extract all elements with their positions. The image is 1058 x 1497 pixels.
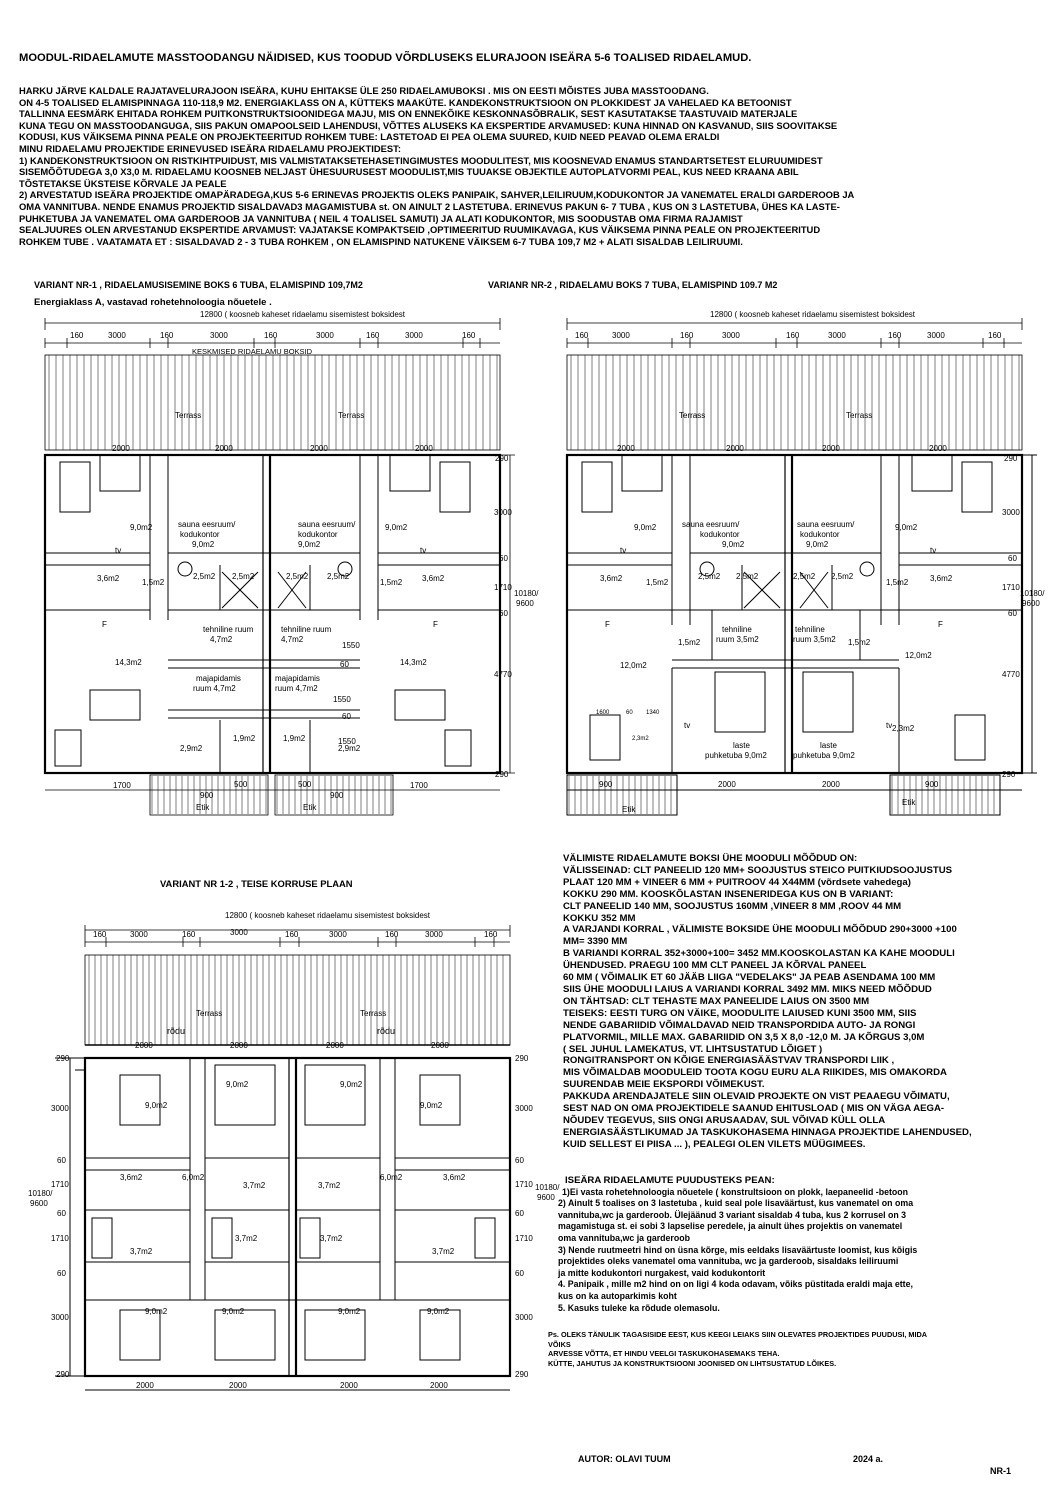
dim: 2000 (340, 1381, 358, 1390)
room-label: 3,7m2 (243, 1181, 266, 1190)
tv-label: tv (886, 721, 893, 730)
room-label: 1,9m2 (233, 734, 256, 743)
dim: 290 (515, 1370, 529, 1379)
room-label: 2,9m2 (338, 744, 361, 753)
dim: 60 (626, 710, 633, 716)
room-label: 9,0m2 (145, 1307, 168, 1316)
room-label: puhketuba 9,0m2 (705, 751, 767, 760)
room-label: 9,0m2 (298, 540, 321, 549)
room-label: laste (733, 741, 750, 750)
footnote-line: Ps. OLEKS TÄNULIK TAGASISIDE EEST, KUS KEEGI LEIAKS SIIN OLEVATES PROJEKTIDES PUUDUSI, MIDA (548, 1330, 928, 1339)
terrace-label: Terrass (175, 411, 202, 420)
room-label: 3,7m2 (130, 1247, 153, 1256)
intro-line: SISEMÕÕTUDEGA 3,0 X3,0 M. RIDAELAMU KOOSNEB NELJAST ÜHESUURUSEST MOODULIST,MIS TUUAKSE OBJEKTILE AUTOPLATVORMI PEAL, KUS NEED KRAANA ABIL (19, 166, 799, 178)
room-label: 1,5m2 (886, 578, 909, 587)
room-label: 1,5m2 (142, 578, 165, 587)
dim: 1600 (596, 710, 610, 716)
dim: 3000 (210, 331, 228, 340)
dim: 60 (515, 1269, 524, 1278)
dim: 160 (786, 331, 800, 340)
total-dim: 10180/ (514, 589, 539, 598)
shortcoming-line: kus on ka autoparkimis koht (558, 1290, 677, 1301)
room-label: kodukontor (298, 530, 338, 539)
total-dim: 9600 (30, 1199, 48, 1208)
room-label: 3,7m2 (235, 1234, 258, 1243)
tv-label: tv (115, 546, 122, 555)
shortcomings-list (545, 1175, 1025, 1314)
dim: 500 (298, 780, 312, 789)
dim: 60 (57, 1209, 66, 1218)
spec-line: SUURENDAB MEIE EKSPORDI VÕIMEKUST. (563, 1079, 765, 1091)
dim: 160 (680, 331, 694, 340)
entrance-label: Etik (902, 798, 916, 807)
dim: 2000 (215, 444, 233, 453)
dim: 1710 (515, 1180, 533, 1189)
room-label: 2,5m2 (193, 572, 216, 581)
dim: 900 (599, 780, 613, 789)
room-label: 14,3m2 (400, 658, 427, 667)
shortcoming-line: oma vannituba,wc ja garderoob (558, 1232, 690, 1243)
variant12-title: VARIANT NR 1-2 , TEISE KORRUSE PLAAN (160, 878, 353, 889)
shortcoming-line: 3) Nende ruutmeetri hind on üsna kõrge, mis eeldaks lisaväärtuste loomist, kus kõigis (558, 1244, 918, 1255)
spec-line: VÄLIMISTE RIDAELAMUTE BOKSI ÜHE MOODULI MÕÕDUD ON: (563, 853, 858, 864)
room-label: 6,0m2 (380, 1173, 403, 1182)
fridge-label: F (938, 620, 943, 629)
shortcoming-line: magamistuga st. ei sobi 3 lapselise peredele, ja ainult ühes projektis on vanematel (558, 1221, 903, 1232)
section-subtitle: KESKMISED RIDAELAMU BOKSID (192, 347, 313, 356)
dim: 900 (925, 780, 939, 789)
entrance-label: Etik (196, 803, 210, 812)
dim: 1550 (333, 695, 351, 704)
room-label: 2,9m2 (180, 744, 203, 753)
room-label: 2,5m2 (793, 572, 816, 581)
room-label: 3,7m2 (432, 1247, 455, 1256)
dim: 3000 (51, 1313, 69, 1322)
room-label: 9,0m2 (634, 523, 657, 532)
room-label: 3,6m2 (600, 574, 623, 583)
dim: 60 (57, 1156, 66, 1165)
room-label: 2,5m2 (232, 572, 255, 581)
footnote-line: VÕIKS (548, 1339, 571, 1349)
room-label: 1,5m2 (380, 578, 403, 587)
room-label: 9,0m2 (895, 523, 918, 532)
dim: 160 (366, 331, 380, 340)
room-label: 9,0m2 (130, 523, 153, 532)
dim: 160 (93, 930, 107, 939)
intro-line: ROHKEM TUBE . VAATAMATA ET : SISALDAVAD 2 - 3 TUBA ROHKEM , ON ELAMISPIND NATUKENE VÄIKSEM 6-7 TUBA 109,7 M2 + ALATI SISALDAB LEILIRUUMI. (19, 235, 743, 247)
room-label: 9,0m2 (340, 1080, 363, 1089)
room-label: tehniline ruum (203, 625, 254, 634)
dim: 2000 (617, 444, 635, 453)
year: 2024 a. (853, 1454, 884, 1464)
room-label: 2,5m2 (698, 572, 721, 581)
tv-label: tv (620, 546, 627, 555)
spec-line: ON TÄHTSAD: CLT TEHASTE MAX PANEELIDE LAIUS ON 3500 MM (563, 995, 870, 1007)
intro-line: PUHKETUBA JA VANEMATEL OMA GARDEROOB JA VANNITUBA ( NEIL 4 TOALISEL SAMUTI) JA ALATI KODUKONTOR, MIS SOODUSTAB OMA FIRMA RAJAMIST (19, 212, 743, 224)
dim: 3000 (108, 331, 126, 340)
dim: 160 (160, 331, 174, 340)
variant1-title: VARIANT NR-1 , RIDAELAMUSISEMINE BOKS 6 TUBA, ELAMISPIND 109,7M2 (34, 280, 363, 290)
spec-line: SEST NAD ON OMA PROJEKTIDELE SAANUD EHITUSLOAD ( MIS ON VÄGA AEGA- (563, 1103, 945, 1115)
dim: 3000 (51, 1104, 69, 1113)
intro-line: MINU RIDAELAMU PROJEKTIDE ERINEVUSED ISEÄRA RIDAELAMU PROJEKTIDEST: (19, 142, 401, 154)
room-label: kodukontor (800, 530, 840, 539)
dim: 60 (499, 554, 508, 563)
dim: 2000 (310, 444, 328, 453)
spec-line: ( SEL JUHUL LAMEKATUS, VT. LIHTSUSTATUD LÕIGET ) (563, 1043, 823, 1055)
dim: 60 (499, 609, 508, 618)
room-label: 2,3m2 (892, 724, 915, 733)
terrace-label: Terrass (679, 411, 706, 420)
room-label: 9,0m2 (385, 523, 408, 532)
dim: 3000 (515, 1313, 533, 1322)
room-label: 9,0m2 (722, 540, 745, 549)
room-label: 2,5m2 (736, 572, 759, 581)
room-label: 9,0m2 (420, 1101, 443, 1110)
room-label: 2,5m2 (286, 572, 309, 581)
entrance-label: Etik (303, 803, 317, 812)
room-label: 3,7m2 (320, 1234, 343, 1243)
overall-dim: 12800 ( koosneb kaheset ridaelamu sisemistest boksidest (200, 310, 405, 319)
footnote-line: ARVESSE VÕTTA, ET HINDU VEELGI TASKUKOHASEMAKS TEHA. (548, 1349, 780, 1359)
intro-line: HARKU JÄRVE KALDALE RAJATAVELURAJOON ISEÄRA, KUHU EHITAKSE ÜLE 250 RIDAELAMUBOKSI . MIS ON EESTI MÕISTES JUBA MASSTOODANG. (19, 85, 709, 96)
room-label: 4,7m2 (210, 635, 233, 644)
room-label: majapidamis (196, 674, 241, 683)
tv-label: tv (420, 546, 427, 555)
spec-line: KUID SELLEST EI PIISA ... ), PEALEGI OLEN VILETS MÜÜGIMEES. (563, 1138, 866, 1150)
dim: 290 (495, 454, 509, 463)
page-number: NR-1 (990, 1466, 1012, 1476)
dim: 1710 (51, 1180, 69, 1189)
room-label: laste (820, 741, 837, 750)
intro-line: KODUSI, KUS VÄIKSEMA PINNA PEALE ON PROJEKTEERITUD ROHKEM TUBE: LASTETOAD EI PEA OLEMA SUURED, KUID NEED PEAVAD OLEMA ERALDI (19, 131, 720, 143)
spec-line: B VARIANDI KORRAL 352+3000+100= 3452 MM.KOOSKOLASTAN KA KAHE MOODULI (563, 948, 955, 960)
spec-line: KOKKU 352 MM (563, 912, 636, 924)
shortcoming-line: 2) Ainult 5 toalises on 3 lastetuba , kuid seal pole lisaväärtust, kus vanematel on oma (558, 1198, 914, 1209)
spec-line: VÄLISSEINAD: CLT PANEELID 120 MM+ SOOJUSTUS STEICO PUITKIUDSOOJUSTUS (563, 864, 953, 876)
intro-line: ON 4-5 TOALISED ELAMISPINNAGA 110-118,9 M2. ENERGIAKLASS ON A, KÜTTEKS MAAKÜTE. KANDEKONSTRUKTSIOON ON PLOKKIDEST JA VAHELAED KA BETOONIST (19, 96, 792, 108)
room-label: ruum 3,5m2 (716, 635, 759, 644)
fridge-label: F (605, 620, 610, 629)
dim: 3000 (130, 930, 148, 939)
room-label: 1,5m2 (848, 638, 871, 647)
tv-label: tv (684, 721, 691, 730)
dim: 4770 (494, 670, 512, 679)
spec-line: NÕUDEV TEGEVUS, SIIS ONGI ARUSAADAV, SUL VÕIVAD KÜLL OLLA (563, 1114, 886, 1126)
spec-line: RONGITRANSPORT ON KÕIGE ENERGIASÄÄSTVAV TRANSPORDI LIIK , (563, 1055, 895, 1067)
dim: 160 (575, 331, 589, 340)
dim: 1710 (1002, 583, 1020, 592)
page-title: MOODUL-RIDAELAMUTE MASSTOODANGU NÄIDISED, KUS TOODUD VÕRDLUSEKS ELURAJOON ISEÄRA 5-6 TOALISED RIDAELAMUD. (19, 52, 752, 64)
room-label: tehniline (722, 625, 752, 634)
dim: 160 (888, 331, 902, 340)
room-label: sauna eesruum/ (682, 520, 740, 529)
room-label: 9,0m2 (222, 1307, 245, 1316)
dim: 290 (56, 1054, 70, 1063)
spec-line: A VARJANDI KORRAL , VÄLIMISTE BOKSIDE ÜHE MOODULI MÕÕDUD 290+3000 +100 (563, 924, 957, 936)
fridge-label: F (102, 620, 107, 629)
room-label: sauna eesruum/ (178, 520, 236, 529)
dim: 1700 (113, 781, 131, 790)
dim: 160 (385, 930, 399, 939)
spec-line: SIIS ÜHE MOODULI LAIUS A VARIANDI KORRAL 3492 MM. MIKS NEED MÕÕDUD (563, 983, 932, 995)
room-label: 3,6m2 (97, 574, 120, 583)
variant2-title: VARIANR NR-2 , RIDAELAMU BOKS 7 TUBA, ELAMISPIND 109.7 M2 (488, 280, 778, 290)
room-label: 4,7m2 (281, 635, 304, 644)
balcony-label: rõdu (377, 1026, 396, 1036)
author: AUTOR: OLAVI TUUM (578, 1454, 671, 1464)
room-label: puhketuba 9,0m2 (793, 751, 855, 760)
total-dim: 10180/ (1020, 589, 1045, 598)
shortcoming-line: ja mitte kodukontori nurgakest, vaid kodukontorit (558, 1267, 766, 1278)
shortcomings-title: ISEÄRA RIDAELAMUTE PUUDUSTEKS PEAN: (565, 1175, 775, 1186)
room-label: 9,0m2 (226, 1080, 249, 1089)
module-specs (563, 853, 1033, 1151)
dim: 2000 (822, 444, 840, 453)
spec-line: MIS VÕIMALDAB MOODULEID TOOTA KOGU EURU ALA RIIKIDES, MIS OMAKORDA (563, 1067, 947, 1079)
terrace-label: Terrass (196, 1009, 223, 1018)
dim: 3000 (612, 331, 630, 340)
shortcoming-line: projektides oleks vanematel oma vannituba, wc ja garderoob, sisaldaks leiliruumi (558, 1256, 899, 1267)
room-label: ruum 3,5m2 (793, 635, 836, 644)
dim: 4770 (1002, 670, 1020, 679)
dim: 1340 (646, 710, 660, 716)
dim: 2000 (112, 444, 130, 453)
spec-line: 60 MM ( VÕIMALIK ET 60 JÄÄB LIIGA "VEDELAKS" JA PEAB ASENDAMA 100 MM (563, 972, 936, 984)
shortcoming-line: 5. Kasuks tuleke ka rõdude olemasolu. (558, 1302, 720, 1313)
room-label: 3,6m2 (443, 1173, 466, 1182)
room-label: 2,5m2 (831, 572, 854, 581)
room-label: sauna eesruum/ (298, 520, 356, 529)
dim: 1700 (410, 781, 428, 790)
dim: 3000 (494, 508, 512, 517)
dim: 2000 (136, 1381, 154, 1390)
dim: 60 (515, 1156, 524, 1165)
dim: 2000 (822, 780, 840, 789)
intro-line: TALLINNA EESMÄRK EHITADA ROHKEM PUITKONSTRUKTSIOONIDEGA MAJU, MIS ON ENNEKÕIKE KESKONNASÕBRALIK, SEST KASUTATAKSE TAASTUVAID MATERJALE (19, 108, 798, 120)
dim: 2000 (431, 1041, 449, 1050)
room-label: 12,0m2 (620, 661, 647, 670)
intro-line: 1) KANDEKONSTRUKTSIOON ON RISTKIHTPUIDUST, MIS VALMISTATAKSETEHASETINGIMUSTES MOODULITEST, MIS KOOSNEVAD ENAMUS STANDARTSETEST ELURUUMIDEST (19, 154, 823, 166)
intro-line: 2) ARVESTATUD ISEÄRA PROJEKTIDE OMAPÄRADEGA,KUS 5-6 ERINEVAS PROJEKTIS OLEKS PANIPAIK, SAHVER,LEILIRUUM,KODUKONTOR JA VANEMATEL ERALDI GARDEROOB JA (19, 189, 855, 201)
dim: 3000 (1002, 508, 1020, 517)
terrace-label: Terrass (360, 1009, 387, 1018)
dim: 1710 (494, 583, 512, 592)
dim: 60 (342, 712, 351, 721)
dim: 2000 (229, 1381, 247, 1390)
dim: 2000 (326, 1041, 344, 1050)
terrace-label: Terrass (338, 411, 365, 420)
dim: 290 (1004, 454, 1018, 463)
dim: 2000 (929, 444, 947, 453)
spec-line: TEISEKS: EESTI TURG ON VÄIKE, MOODULITE LAIUSED KUNI 3500 MM, SIIS (563, 1007, 917, 1019)
terrace-label: Terrass (846, 411, 873, 420)
total-dim: 10180/ (28, 1189, 53, 1198)
spec-line: ENERGIASÄÄSTLIKUMAD JA TASKUKOHASEMA HINNAGA PROJEKTIDE LAHENDUSED, (563, 1126, 972, 1138)
dim: 3000 (722, 331, 740, 340)
room-label: ruum 4,7m2 (193, 684, 236, 693)
room-label: 9,0m2 (427, 1307, 450, 1316)
dim: 3000 (828, 331, 846, 340)
dim: 160 (264, 331, 278, 340)
dim: 1550 (338, 737, 356, 746)
dim: 160 (484, 930, 498, 939)
room-label: 1,9m2 (283, 734, 306, 743)
footnote-line: KÜTTE, JAHUTUS JA KONSTRUKTSIOONI JOONISED ON LIHTSUSTATUD LÕIKES. (548, 1358, 837, 1368)
room-label: sauna eesruum/ (797, 520, 855, 529)
room-label: 2,3m2 (632, 736, 649, 742)
dim: 3000 (515, 1104, 533, 1113)
room-label: tehniline ruum (281, 625, 332, 634)
dim: 2000 (415, 444, 433, 453)
dim: 900 (330, 791, 344, 800)
room-label: ruum 4,7m2 (275, 684, 318, 693)
dim: 60 (1008, 609, 1017, 618)
dim: 60 (340, 660, 349, 669)
dim: 160 (285, 930, 299, 939)
entrance-label: Etik (622, 805, 636, 814)
room-label: kodukontor (700, 530, 740, 539)
dim: 3000 (230, 928, 248, 937)
room-label: 9,0m2 (806, 540, 829, 549)
dim: 3000 (927, 331, 945, 340)
tv-label: tv (930, 546, 937, 555)
total-dim: 9600 (516, 599, 534, 608)
room-label: 1,5m2 (646, 578, 669, 587)
room-label: 9,0m2 (145, 1101, 168, 1110)
dim: 290 (1002, 770, 1016, 779)
energy-class-note: Energiaklass A, vastavad rohetehnoloogia nõuetele . (34, 297, 272, 308)
room-label: 9,0m2 (338, 1307, 361, 1316)
room-label: kodukontor (180, 530, 220, 539)
spec-line: PLATVORMIL, MILLE MAX. GABARIIDID ON 3,5 X 8,0 -12,0 M. JA KÕRGUS 3,0M (563, 1031, 925, 1043)
dim: 160 (462, 331, 476, 340)
dim: 500 (234, 780, 248, 789)
spec-line: PLAAT 120 MM + VINEER 6 MM + PUITROOV 44 X44MM (võrdsete vahedega) (563, 876, 911, 888)
dim: 1550 (342, 641, 360, 650)
dim: 160 (70, 331, 84, 340)
room-label: 3,6m2 (422, 574, 445, 583)
room-label: majapidamis (275, 674, 320, 683)
dim: 290 (515, 1054, 529, 1063)
shortcoming-line: vannituba,wc ja garderoob. Ülejäänud 3 variant sisaldab 4 tuba, kus 2 korrusel on 3 (558, 1209, 907, 1220)
dim: 2000 (230, 1041, 248, 1050)
dim: 3000 (329, 930, 347, 939)
dim: 2000 (135, 1041, 153, 1050)
dim: 290 (495, 770, 509, 779)
overall-dim: 12800 ( koosneb kaheset ridaelamu sisemistest boksidest (710, 310, 915, 319)
room-label: 6,0m2 (182, 1173, 205, 1182)
room-label: 3,6m2 (930, 574, 953, 583)
footnotes (548, 1330, 927, 1368)
dim: 3000 (405, 331, 423, 340)
dim: 3000 (316, 331, 334, 340)
spec-line: PAKKUDA ARENDAJATELE SIIN OLEVAID PROJEKTE ON VIST PEAAEGU VÕIMATU, (563, 1091, 950, 1103)
shortcoming-line: 1)Ei vasta rohetehnoloogia nõuetele ( konstrultsioon on plokk, laepaneelid -betoon (562, 1186, 909, 1197)
dim: 2000 (718, 780, 736, 789)
dim: 900 (200, 791, 214, 800)
room-label: 9,0m2 (192, 540, 215, 549)
total-dim: 9600 (537, 1193, 555, 1202)
dim: 160 (182, 930, 196, 939)
dim: 60 (515, 1209, 524, 1218)
dim: 1710 (515, 1234, 533, 1243)
overall-dim: 12800 ( koosneb kaheset ridaelamu sisemistest boksidest (225, 911, 430, 920)
spec-line: MM= 3390 MM (563, 936, 628, 948)
room-label: 12,0m2 (905, 651, 932, 660)
room-label: tehniline (795, 625, 825, 634)
total-dim: 10180/ (535, 1183, 560, 1192)
room-label: 2,5m2 (327, 572, 350, 581)
intro-line: OMA VANNITUBA. NENDE ENAMUS PROJEKTID SISALDAVAD3 MAGAMISTUBA st. ON AINULT 2 LASTETUBA. ERINEVUS PAKUN 6- 7 TUBA , KUS ON 3 LASTETUBA, ÜHES KA LASTE- (19, 200, 840, 212)
dim: 60 (57, 1269, 66, 1278)
intro-line: KUNA TEGU ON MASSTOODANGUGA, SIIS PAKUN OMAPOOLSEID LAHENDUSI, VÕTTES ALUSEKS KA EKSPERTIDE ARVAMUSED: KUNA HINNAD ON KASVANUD, SIIS SOOVITAKSE (19, 119, 838, 131)
room-label: 14,3m2 (115, 658, 142, 667)
spec-line: CLT PANEELID 140 MM, SOOJUSTUS 160MM ,VINEER 8 MM ,ROOV 44 MM (563, 900, 902, 912)
balcony-label: rõdu (167, 1026, 186, 1036)
dim: 3000 (425, 930, 443, 939)
dim: 1710 (51, 1234, 69, 1243)
room-label: 3,7m2 (318, 1181, 341, 1190)
total-dim: 9600 (1022, 599, 1040, 608)
spec-line: NENDE GABARIIDID VÕIMALDAVAD NEID TRANSPORDIDA AUTO- JA RONGI (563, 1019, 916, 1031)
dim: 2000 (430, 1381, 448, 1390)
room-label: 3,6m2 (120, 1173, 143, 1182)
spec-line: ÜHENDUSED. PRAEGU 100 MM CLT PANEEL JA KÕRVAL PANEEL (563, 960, 867, 972)
intro-line: TÕSTETAKSE ÜKSTEISE KÕRVALE JA PEALE (19, 177, 227, 189)
dim: 160 (988, 331, 1002, 340)
spec-line: KOKKU 290 MM. KOOSKÕLASTAN INSENERIDEGA KUS ON B VARIANT: (563, 888, 894, 900)
dim: 290 (56, 1370, 70, 1379)
dim: 2000 (726, 444, 744, 453)
room-label: 1,5m2 (678, 638, 701, 647)
dim: 60 (1008, 554, 1017, 563)
shortcoming-line: 4. Panipaik , mille m2 hind on on ligi 4 koda odavam, võiks püstitada eraldi maja ette, (558, 1279, 913, 1290)
intro-line: SEALJUURES OLEN ARVESTANUD EKSPERTIDE ARVAMUST: VAJATAKSE KOMPAKTSEID ,OPTIMEERITUD RUUMIKAVAGA, KUS VÄIKSEMA PINNA PEALE ON PROJEKTEERITUD (19, 224, 821, 236)
fridge-label: F (433, 620, 438, 629)
